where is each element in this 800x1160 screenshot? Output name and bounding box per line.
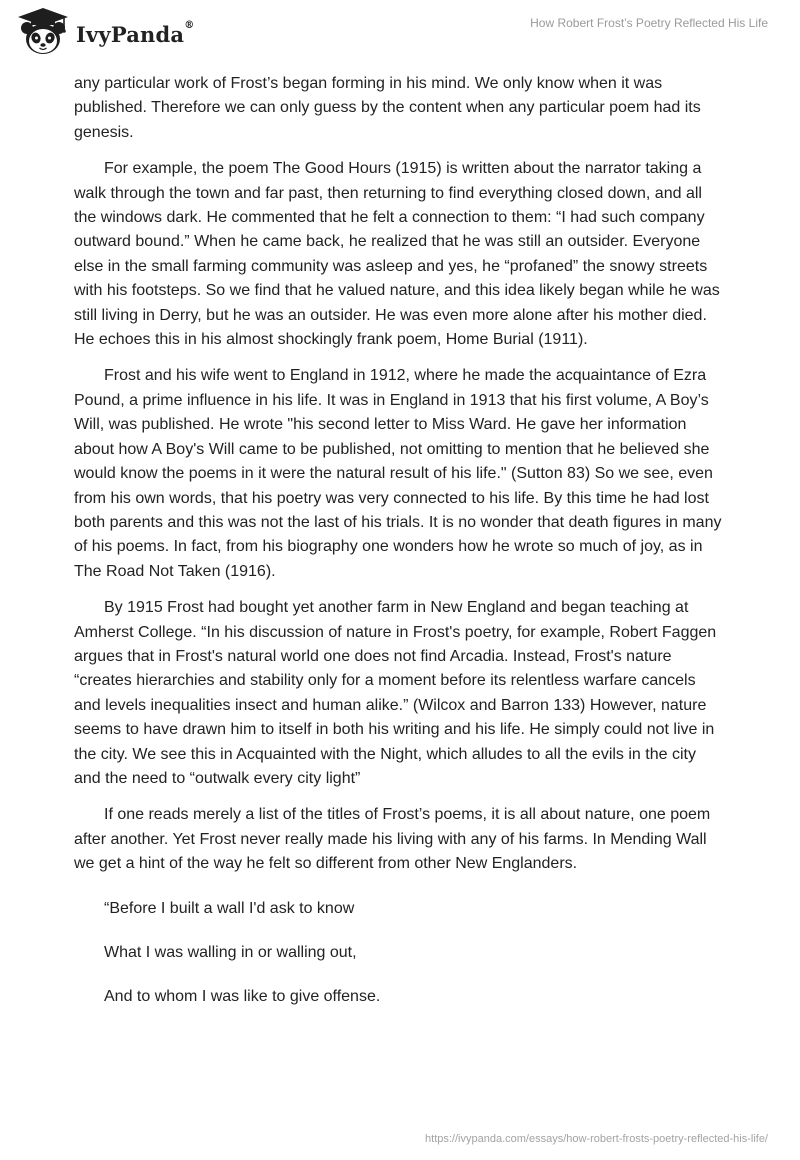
document-title: How Robert Frost’s Poetry Reflected His Life bbox=[530, 16, 768, 30]
paragraph-4: By 1915 Frost had bought yet another farm in New England and began teaching at Amherst College. “In his discussion of nature in Frost's poetry, for example, Robert Faggen argues that in Frost's natural world one does not find Arcadia. Instead, Frost's nature “creates hierarchies and stability only for a moment before its relentless warfare cancels and levels inequalities insect and human alike.” (Wilcox and Barron 133) However, nature seems to have drawn him to itself in both his writing and his life. He simply could not live in the city. We see this in Acquainted with the Night, which alludes to all the evils in the city and the need to “outwalk every city light” bbox=[74, 599, 717, 787]
paragraph-2: For example, the poem The Good Hours (1915) is written about the narrator taking a walk through the town and far past, then returning to find everything closed down, and all the windows dark. He commented that he felt a connection to them: “I had such company outward bound.” When he came back, he realized that he was still an outsider. Everyone else in the small farming community was asleep and yes, he “profaned” the snowy streets with his footsteps. So we find that he valued nature, and this idea likely began while he was still living in Derry, but he was an outsider. He was even more alone after his mother died. He echoes this in his almost shockingly frank poem, Home Burial (1911). bbox=[74, 160, 720, 349]
verse-line-3: And to whom I was like to give offense. bbox=[104, 988, 381, 1006]
verse-line-2: What I was walling in or walling out, bbox=[104, 944, 357, 961]
brand-name bbox=[76, 19, 195, 47]
page-header bbox=[0, 0, 800, 70]
paragraph-1: any particular work of Frost’s began forming in his mind. We only know when it was published. Therefore we can only guess by the content when any particular poem had its genesis. bbox=[74, 75, 701, 141]
footer-source-url[interactable]: https://ivypanda.com/essays/how-robert-frosts-poetry-reflected-his-life/ bbox=[425, 1133, 768, 1145]
brand-name-text: IvyPanda bbox=[76, 21, 185, 47]
paragraph-3: Frost and his wife went to England in 1912, where he made the acquaintance of Ezra Pound, a prime influence in his life. It was in England in 1913 that his first volume, A Boy’s Will, was published. He wrote "his second letter to Miss Ward. He gave her information about how A Boy's Will came to be published, not omitting to mention that he believed she would know the poems in it were the natural result of his life." (Sutton 83) So we see, even from his own words, that his poetry was very connected to his life. By this time he had lost both parents and this was not the last of his trials. It is no wonder that death figures in many of his poems. In fact, from his biography one wonders how he wrote so much of joy, as in The Road Not Taken (1916). bbox=[74, 367, 722, 580]
verse-line-1: “Before I built a wall I'd ask to know bbox=[104, 899, 355, 917]
essay-body bbox=[74, 72, 724, 1030]
panda-graduate-icon bbox=[14, 6, 72, 58]
brand-logo[interactable] bbox=[14, 6, 194, 58]
registered-mark: ® bbox=[184, 19, 195, 31]
paragraph-5: If one reads merely a list of the titles of Frost’s poems, it is all about nature, one poem after another. Yet Frost never really made his living with any of his farms. In Mending Wall we get a hint of the way he felt so different from other New Englanders. bbox=[74, 806, 711, 873]
